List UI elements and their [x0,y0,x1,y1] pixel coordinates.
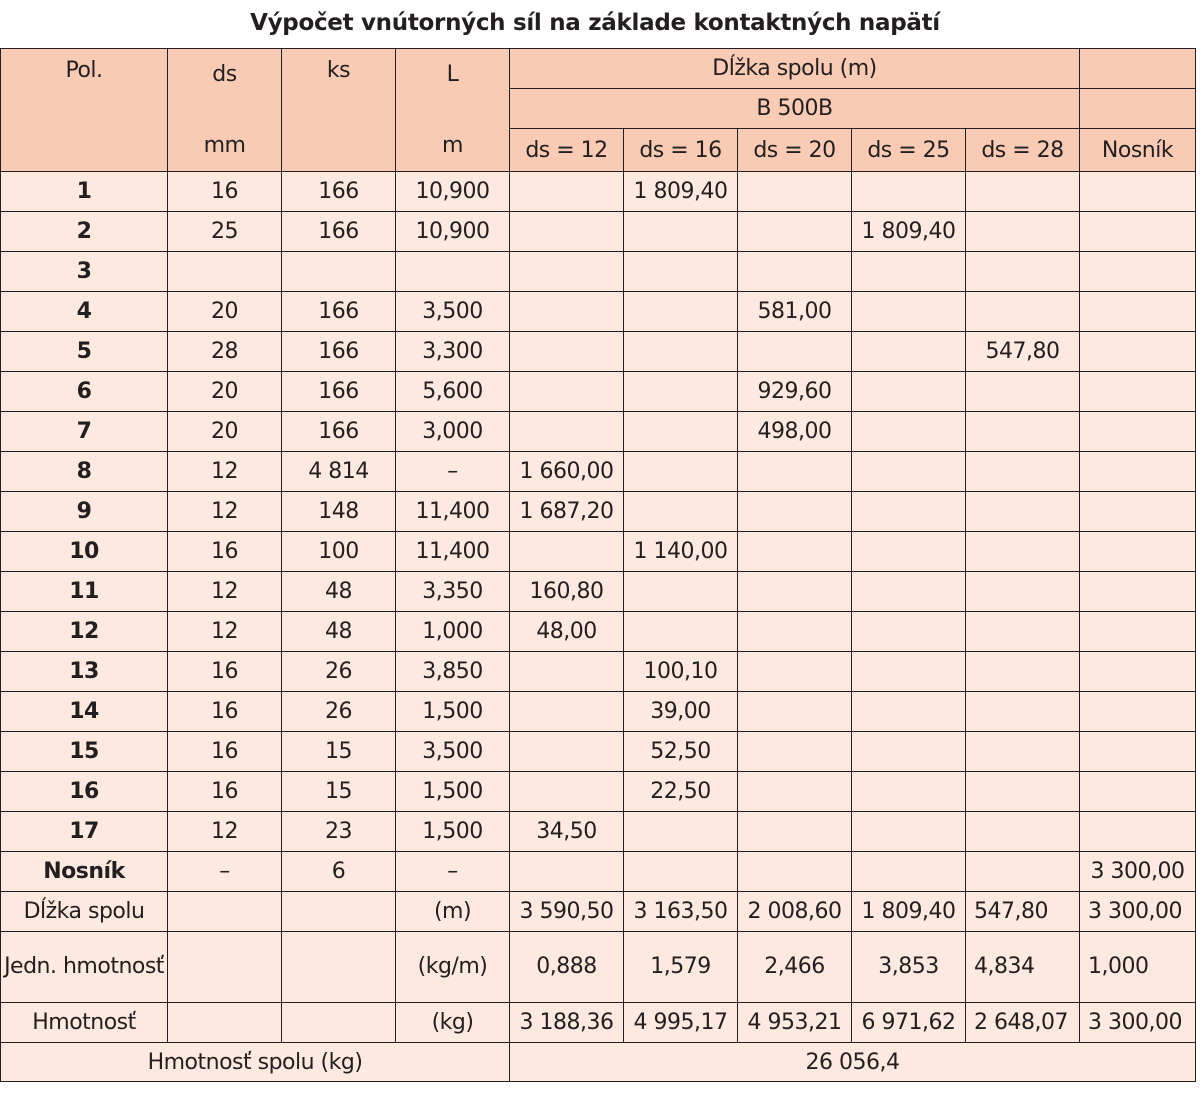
cell-l [396,252,510,292]
cell-length [624,452,738,492]
cell-length [510,372,624,412]
cell-pol: 16 [1,772,168,812]
cell-l: – [396,852,510,892]
cell-length [1080,212,1196,252]
cell-ks: 166 [282,172,396,212]
table-body [1,172,1196,1082]
cell-pol: 9 [1,492,168,532]
cell-pol: 2 [1,212,168,252]
table-row [1,652,1196,692]
cell-length [1080,252,1196,292]
cell-length [624,812,738,852]
cell-length [1080,772,1196,812]
header-col: ds = 25 [852,129,966,172]
cell-pol: Nosník [1,852,168,892]
table-row [1,492,1196,532]
cell-l: 5,600 [396,372,510,412]
cell-ks: 100 [282,532,396,572]
summary-row [1,1003,1196,1043]
cell-ks: 48 [282,612,396,652]
cell-length [624,572,738,612]
cell-length [966,252,1080,292]
summary-blank [168,932,282,1003]
cell-length [852,612,966,652]
cell-length [510,692,624,732]
summary-unit: (kg) [396,1003,510,1043]
cell-length [510,732,624,772]
cell-length [738,212,852,252]
cell-length [1080,652,1196,692]
cell-length [1080,172,1196,212]
cell-ks: 15 [282,732,396,772]
cell-length [624,292,738,332]
cell-length [1080,812,1196,852]
summary-value: 1,579 [624,932,738,1003]
cell-ks: 166 [282,212,396,252]
cell-pol: 5 [1,332,168,372]
summary-unit: (m) [396,892,510,932]
cell-length: 929,60 [738,372,852,412]
summary-value: 2 008,60 [738,892,852,932]
table-row [1,812,1196,852]
summary-blank [282,892,396,932]
cell-l: 3,500 [396,732,510,772]
cell-length: 1 140,00 [624,532,738,572]
cell-ks: 26 [282,652,396,692]
cell-ks: 26 [282,692,396,732]
table-row [1,212,1196,252]
summary-value: 6 971,62 [852,1003,966,1043]
summary-value: 3,853 [852,932,966,1003]
cell-l: 3,500 [396,292,510,332]
header-col: ds = 28 [966,129,1080,172]
cell-length [738,532,852,572]
cell-ds: – [168,852,282,892]
cell-pol: 12 [1,612,168,652]
cell-length [738,252,852,292]
cell-length [738,572,852,612]
cell-length: 1 809,40 [624,172,738,212]
cell-length [966,212,1080,252]
cell-length [624,252,738,292]
cell-pol: 13 [1,652,168,692]
cell-length [852,252,966,292]
cell-length [966,692,1080,732]
table-row [1,172,1196,212]
cell-length [966,412,1080,452]
summary-value: 2 648,07 [966,1003,1080,1043]
cell-length [1080,372,1196,412]
table-row [1,852,1196,892]
cell-length: 48,00 [510,612,624,652]
summary-value: 4 995,17 [624,1003,738,1043]
cell-pol: 1 [1,172,168,212]
rebar-table [0,48,1196,1082]
header-col: ds = 16 [624,129,738,172]
cell-length: 547,80 [966,332,1080,372]
cell-length: 498,00 [738,412,852,452]
cell-length: 100,10 [624,652,738,692]
cell-length: 1 687,20 [510,492,624,532]
cell-pol: 4 [1,292,168,332]
cell-pol: 7 [1,412,168,452]
cell-length [966,452,1080,492]
table-header [1,49,1196,172]
cell-ks: 15 [282,772,396,812]
cell-length [510,772,624,812]
cell-l: – [396,452,510,492]
cell-length [1080,452,1196,492]
header-pol: Pol. [1,49,168,172]
table-row [1,732,1196,772]
cell-length [510,292,624,332]
cell-l: 3,000 [396,412,510,452]
summary-label: Dĺžka spolu [1,892,168,932]
cell-length: 39,00 [624,692,738,732]
cell-l: 3,350 [396,572,510,612]
cell-length [966,772,1080,812]
cell-length [624,612,738,652]
cell-length [510,172,624,212]
cell-pol: 11 [1,572,168,612]
cell-length [966,372,1080,412]
cell-ds: 28 [168,332,282,372]
summary-blank [168,1003,282,1043]
summary-value: 1 809,40 [852,892,966,932]
cell-ks: 166 [282,412,396,452]
cell-ds: 16 [168,692,282,732]
cell-length [738,492,852,532]
cell-length [510,852,624,892]
cell-length [624,852,738,892]
cell-length: 1 809,40 [852,212,966,252]
cell-length [852,852,966,892]
cell-length [738,772,852,812]
cell-length [852,452,966,492]
cell-ds: 16 [168,732,282,772]
cell-ks: 166 [282,292,396,332]
cell-pol: 3 [1,252,168,292]
table-row [1,452,1196,492]
cell-ds: 12 [168,492,282,532]
total-value: 26 056,4 [510,1043,1196,1082]
cell-ds: 12 [168,572,282,612]
cell-length [510,652,624,692]
cell-pol: 14 [1,692,168,732]
table-row [1,252,1196,292]
summary-value: 3 163,50 [624,892,738,932]
cell-ks: 166 [282,372,396,412]
cell-length [966,492,1080,532]
cell-length: 34,50 [510,812,624,852]
cell-length [852,532,966,572]
cell-length [624,492,738,532]
cell-length [738,172,852,212]
cell-ds: 12 [168,452,282,492]
cell-length: 22,50 [624,772,738,812]
cell-ds: 16 [168,172,282,212]
cell-length [966,812,1080,852]
cell-length [852,292,966,332]
cell-pol: 15 [1,732,168,772]
cell-ks: 4 814 [282,452,396,492]
table-row [1,612,1196,652]
summary-value: 4 953,21 [738,1003,852,1043]
summary-blank [168,892,282,932]
cell-ds: 20 [168,412,282,452]
header-steel-grade: B 500B [510,89,1080,129]
cell-ds: 16 [168,652,282,692]
cell-length [624,212,738,252]
cell-l: 10,900 [396,172,510,212]
cell-length [738,732,852,772]
cell-length [852,772,966,812]
summary-blank [282,1003,396,1043]
summary-value: 547,80 [966,892,1080,932]
table-row [1,772,1196,812]
cell-l: 1,500 [396,692,510,732]
summary-row [1,932,1196,1003]
summary-value: 3 188,36 [510,1003,624,1043]
cell-length: 1 660,00 [510,452,624,492]
cell-length [966,732,1080,772]
cell-l: 1,500 [396,772,510,812]
total-label: Hmotnosť spolu (kg) [1,1043,510,1082]
cell-pol: 17 [1,812,168,852]
cell-ds: 25 [168,212,282,252]
cell-length [1080,412,1196,452]
cell-length [1080,692,1196,732]
cell-length [966,652,1080,692]
summary-value: 3 300,00 [1080,892,1196,932]
summary-value: 0,888 [510,932,624,1003]
cell-ds: 16 [168,532,282,572]
cell-length [1080,612,1196,652]
cell-ks: 23 [282,812,396,852]
cell-length [852,692,966,732]
header-ks: ks [282,49,396,172]
cell-length [738,812,852,852]
cell-length [510,412,624,452]
cell-length [1080,492,1196,532]
cell-length [966,572,1080,612]
cell-length: 3 300,00 [1080,852,1196,892]
table-row [1,572,1196,612]
summary-value: 3 300,00 [1080,1003,1196,1043]
table-row [1,292,1196,332]
cell-length [738,652,852,692]
cell-l: 1,000 [396,612,510,652]
cell-ks: 48 [282,572,396,612]
cell-pol: 6 [1,372,168,412]
cell-ks: 166 [282,332,396,372]
cell-length [852,572,966,612]
cell-length [1080,532,1196,572]
header-length-group: Dĺžka spolu (m) [510,49,1080,89]
cell-length [852,412,966,452]
table-row [1,372,1196,412]
cell-l: 11,400 [396,492,510,532]
cell-length [510,252,624,292]
total-row [1,1043,1196,1082]
header-blank-1 [1080,49,1196,89]
cell-length [1080,732,1196,772]
cell-l: 10,900 [396,212,510,252]
table-title: Výpočet vnútorných síl na základe kontaktných napätí [250,10,940,36]
cell-l: 11,400 [396,532,510,572]
cell-ks [282,252,396,292]
summary-label: Hmotnosť [1,1003,168,1043]
cell-l: 3,300 [396,332,510,372]
cell-ds: 20 [168,372,282,412]
cell-l: 3,850 [396,652,510,692]
cell-l: 1,500 [396,812,510,852]
cell-length [738,452,852,492]
cell-ks: 148 [282,492,396,532]
summary-value: 4,834 [966,932,1080,1003]
cell-ds: 20 [168,292,282,332]
cell-ds: 16 [168,772,282,812]
header-ds: ds mm [168,49,282,172]
cell-ds: 12 [168,812,282,852]
cell-ds: 12 [168,612,282,652]
header-l: L m [396,49,510,172]
cell-length [852,732,966,772]
cell-length [738,612,852,652]
cell-length [624,372,738,412]
cell-length [510,332,624,372]
table-row [1,332,1196,372]
summary-value: 3 590,50 [510,892,624,932]
header-col: ds = 12 [510,129,624,172]
cell-ds [168,252,282,292]
cell-length: 160,80 [510,572,624,612]
cell-length [966,292,1080,332]
cell-length [852,812,966,852]
cell-length [1080,332,1196,372]
table-row [1,532,1196,572]
summary-row [1,892,1196,932]
cell-length [738,692,852,732]
summary-label: Jedn. hmotnosť [1,932,168,1003]
cell-length: 52,50 [624,732,738,772]
summary-value: 1,000 [1080,932,1196,1003]
cell-length: 581,00 [738,292,852,332]
cell-length [624,332,738,372]
cell-length [852,652,966,692]
cell-length [1080,572,1196,612]
cell-ks: 6 [282,852,396,892]
header-ds-unit: mm [203,133,246,158]
cell-length [1080,292,1196,332]
summary-blank [282,932,396,1003]
cell-pol: 8 [1,452,168,492]
header-blank-2 [1080,89,1196,129]
header-col: ds = 20 [738,129,852,172]
cell-length [966,852,1080,892]
cell-length [852,492,966,532]
cell-length [966,172,1080,212]
cell-length [738,332,852,372]
cell-length [852,172,966,212]
cell-length [510,532,624,572]
table-row [1,692,1196,732]
header-l-unit: m [442,133,463,158]
table-row [1,412,1196,452]
summary-value: 2,466 [738,932,852,1003]
cell-length [510,212,624,252]
cell-length [624,412,738,452]
cell-length [852,372,966,412]
cell-length [738,852,852,892]
header-col: Nosník [1080,129,1196,172]
summary-unit: (kg/m) [396,932,510,1003]
cell-length [966,532,1080,572]
cell-pol: 10 [1,532,168,572]
cell-length [852,332,966,372]
cell-length [966,612,1080,652]
